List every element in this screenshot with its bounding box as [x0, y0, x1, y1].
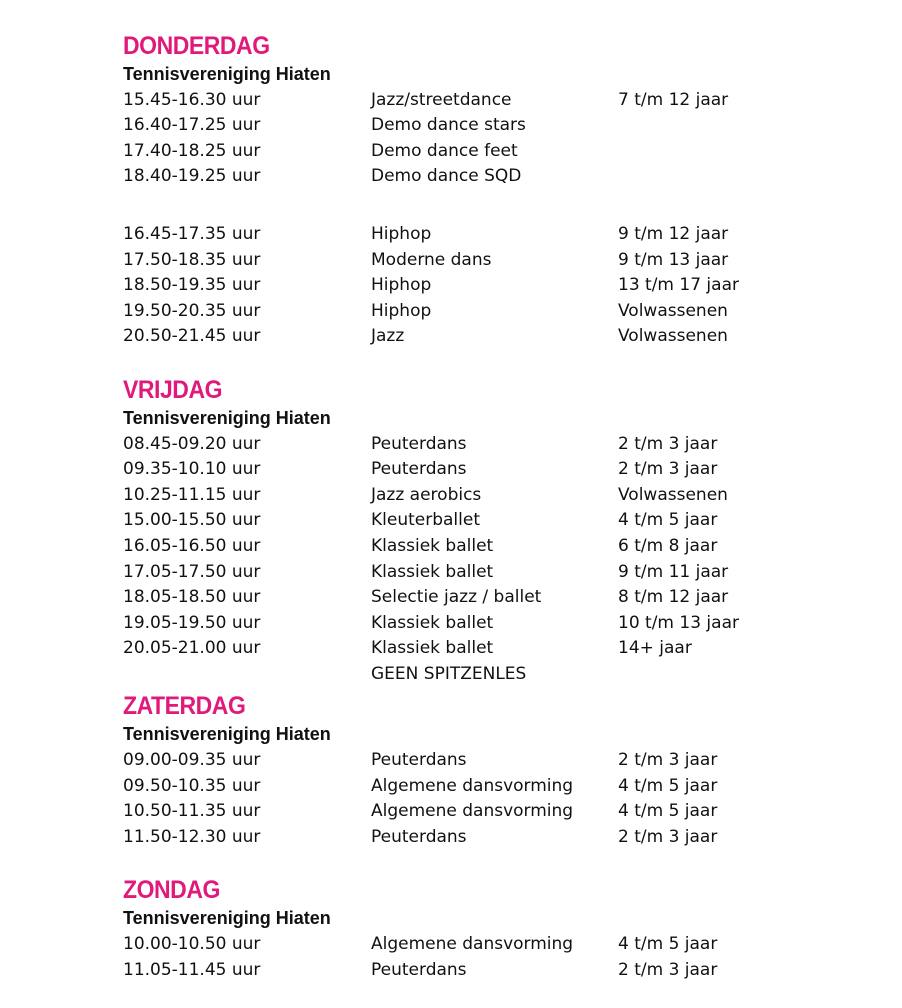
lesson-age: 2 t/m 3 jaar: [618, 826, 718, 847]
schedule-list: [123, 88, 863, 190]
schedule-row: [123, 748, 863, 774]
lesson-age: 9 t/m 12 jaar: [618, 223, 729, 244]
lesson-class: Demo dance feet: [371, 140, 518, 161]
location-label: Tennisvereniging Hiaten: [123, 724, 331, 745]
lesson-class: Peuterdans: [371, 750, 467, 771]
lesson-age: 8 t/m 12 jaar: [618, 587, 729, 608]
lesson-time: 11.05-11.45 uur: [123, 959, 261, 980]
schedule-row: [123, 299, 863, 325]
schedule-row: [123, 611, 863, 637]
lesson-time: 18.05-18.50 uur: [123, 587, 261, 608]
schedule-row: [123, 825, 863, 851]
lesson-time: 20.05-21.00 uur: [123, 638, 261, 659]
lesson-age: 2 t/m 3 jaar: [618, 959, 718, 980]
lesson-age: 4 t/m 5 jaar: [618, 801, 718, 822]
lesson-time: 11.50-12.30 uur: [123, 826, 261, 847]
lesson-class: Peuterdans: [371, 459, 467, 480]
lesson-class: Algemene dansvorming: [371, 934, 574, 955]
schedule-row: [123, 799, 863, 825]
day-heading: DONDERDAG: [123, 32, 270, 60]
schedule-row: [123, 222, 863, 248]
schedule-list: [123, 222, 863, 350]
lesson-time: 17.50-18.35 uur: [123, 249, 261, 270]
lesson-class: Hiphop: [371, 223, 432, 244]
lesson-age: 7 t/m 12 jaar: [618, 89, 729, 110]
schedule-row: [123, 585, 863, 611]
lesson-class: Peuterdans: [371, 826, 467, 847]
lesson-age: 10 t/m 13 jaar: [618, 612, 739, 633]
day-section-zondag: [123, 874, 863, 983]
lesson-age: 2 t/m 3 jaar: [618, 750, 718, 771]
lesson-age: 2 t/m 3 jaar: [618, 459, 718, 480]
lesson-time: 17.05-17.50 uur: [123, 561, 261, 582]
lesson-class: Algemene dansvorming: [371, 775, 574, 796]
lesson-class: Jazz aerobics: [371, 484, 482, 505]
lesson-time: 10.50-11.35 uur: [123, 801, 261, 822]
lesson-class: Klassiek ballet: [371, 561, 494, 582]
schedule-row: [123, 636, 863, 662]
lesson-class: Demo dance SQD: [371, 166, 522, 187]
schedule-row: [123, 248, 863, 274]
schedule-list: [123, 748, 863, 850]
schedule-row: [123, 534, 863, 560]
lesson-class: Peuterdans: [371, 959, 467, 980]
lesson-time: 09.35-10.10 uur: [123, 459, 261, 480]
lesson-class: Demo dance stars: [371, 115, 526, 136]
lesson-time: 17.40-18.25 uur: [123, 140, 261, 161]
lesson-time: 19.05-19.50 uur: [123, 612, 261, 633]
lesson-class: Jazz: [371, 326, 405, 347]
day-heading: ZONDAG: [123, 876, 220, 905]
lesson-age: 4 t/m 5 jaar: [618, 510, 718, 531]
lesson-age: Volwassenen: [618, 484, 728, 505]
lesson-class: GEEN SPITZENLES: [371, 663, 527, 684]
lesson-time: 20.50-21.45 uur: [123, 326, 261, 347]
lesson-time: 18.50-19.35 uur: [123, 275, 261, 296]
lesson-age: 6 t/m 8 jaar: [618, 535, 718, 556]
lesson-time: 16.40-17.25 uur: [123, 115, 261, 136]
lesson-class: Klassiek ballet: [371, 638, 494, 659]
schedule-row: [123, 560, 863, 586]
lesson-class: Hiphop: [371, 300, 432, 321]
lesson-time: 08.45-09.20 uur: [123, 433, 261, 454]
lesson-time: 16.45-17.35 uur: [123, 223, 261, 244]
lesson-time: 09.50-10.35 uur: [123, 775, 261, 796]
schedule-row: [123, 139, 863, 165]
schedule-row: [123, 164, 863, 190]
lesson-class: Klassiek ballet: [371, 535, 494, 556]
lesson-age: 13 t/m 17 jaar: [618, 275, 739, 296]
lesson-time: 18.40-19.25 uur: [123, 166, 261, 187]
lesson-class: Peuterdans: [371, 433, 467, 454]
lesson-class: Klassiek ballet: [371, 612, 494, 633]
day-heading: VRIJDAG: [123, 375, 223, 404]
schedule-row: [123, 958, 863, 984]
lesson-time: 15.45-16.30 uur: [123, 89, 261, 110]
schedule-row: [123, 88, 863, 114]
schedule-row: [123, 932, 863, 958]
schedule-list: [123, 932, 863, 983]
lesson-age: 9 t/m 11 jaar: [618, 561, 729, 582]
lesson-age: 2 t/m 3 jaar: [618, 433, 718, 454]
day-section-zaterdag: [123, 690, 863, 850]
schedule-row: [123, 662, 863, 688]
schedule-row: [123, 324, 863, 350]
lesson-age: 14+ jaar: [618, 638, 692, 659]
lesson-age: 4 t/m 5 jaar: [618, 775, 718, 796]
schedule-document: [123, 30, 863, 983]
lesson-class: Selectie jazz / ballet: [371, 587, 542, 608]
schedule-row: [123, 508, 863, 534]
lesson-class: Kleuterballet: [371, 510, 480, 531]
lesson-class: Moderne dans: [371, 249, 492, 270]
day-heading: ZATERDAG: [123, 692, 246, 721]
lesson-age: Volwassenen: [618, 300, 728, 321]
schedule-row: [123, 483, 863, 509]
lesson-age: Volwassenen: [618, 326, 728, 347]
location-label: Tennisvereniging Hiaten: [123, 908, 331, 929]
lesson-time: 15.00-15.50 uur: [123, 510, 261, 531]
lesson-class: Hiphop: [371, 275, 432, 296]
day-section-donderdag: [123, 30, 863, 350]
lesson-age: 9 t/m 13 jaar: [618, 249, 729, 270]
lesson-age: 4 t/m 5 jaar: [618, 934, 718, 955]
lesson-time: 09.00-09.35 uur: [123, 750, 261, 771]
day-section-vrijdag: [123, 374, 863, 688]
schedule-row: [123, 774, 863, 800]
schedule-row: [123, 432, 863, 458]
schedule-row: [123, 457, 863, 483]
location-label: Tennisvereniging Hiaten: [123, 64, 331, 84]
schedule-list: [123, 432, 863, 688]
location-label: Tennisvereniging Hiaten: [123, 407, 331, 428]
lesson-time: 19.50-20.35 uur: [123, 300, 261, 321]
schedule-row: [123, 273, 863, 299]
lesson-class: Algemene dansvorming: [371, 801, 574, 822]
lesson-time: 10.25-11.15 uur: [123, 484, 261, 505]
lesson-time: 10.00-10.50 uur: [123, 934, 261, 955]
lesson-class: Jazz/streetdance: [371, 89, 512, 110]
lesson-time: 16.05-16.50 uur: [123, 535, 261, 556]
schedule-row: [123, 113, 863, 139]
